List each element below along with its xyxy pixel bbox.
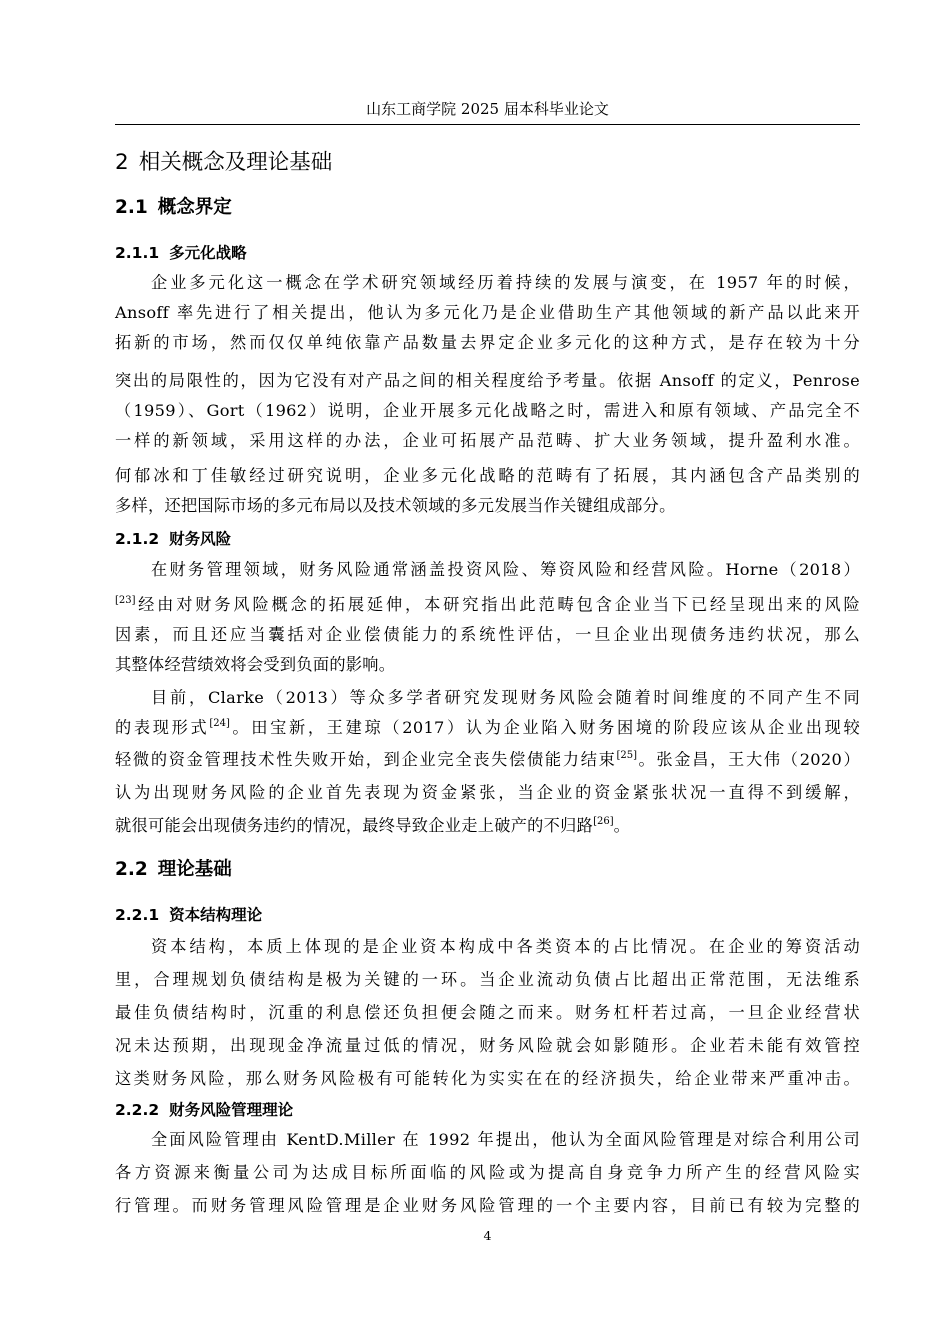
paragraph-line: 资本结构，本质上体现的是企业资本构成中各类资本的占比情况。在企业的筹资活动 — [151, 937, 860, 956]
paragraph-line — [115, 745, 860, 775]
section-number: 2.2 — [115, 859, 148, 880]
chapter-number: 2 — [115, 150, 129, 175]
page-number: 4 — [483, 1228, 492, 1243]
subsection-heading-2-2-1 — [115, 904, 262, 926]
section-heading-2-2 — [115, 857, 232, 883]
paragraph-line — [115, 590, 860, 620]
subsection-title: 财务风险 — [169, 530, 232, 548]
paragraph-line: 因素，而且还应当囊括对企业偿债能力的系统性评估，一旦企业出现债务违约状况，那么 — [115, 625, 860, 644]
chapter-title: 相关概念及理论基础 — [138, 150, 333, 175]
text-run: 。张金昌，王大伟（2020） — [637, 750, 860, 769]
section-heading-2-1 — [115, 195, 232, 221]
paragraph-line: 拓新的市场，然而仅仅单纯依靠产品数量去界定企业多元化的这种方式，是存在较为十分 — [115, 333, 860, 352]
paragraph-line: 突出的局限性的，因为它没有对产品之间的相关程度给予考量。依据 Ansoff 的定义，Penrose — [115, 371, 860, 390]
subsection-title: 资本结构理论 — [169, 906, 263, 924]
subsection-number: 2.2.1 — [115, 906, 160, 924]
paragraph-line: 里，合理规划负债结构是极为关键的一环。当企业流动负债占比超出正常范围，无法维系 — [115, 970, 860, 989]
section-number: 2.1 — [115, 197, 148, 218]
text-run: 。 — [613, 816, 631, 835]
text-run: 经由对财务风险概念的拓展延伸，本研究指出此范畴包含企业当下已经呈现出来的风险 — [135, 595, 860, 614]
subsection-number: 2.2.2 — [115, 1101, 160, 1119]
paragraph-line: 这类财务风险，那么财务风险极有可能转化为实实在在的经济损失，给企业带来严重冲击。 — [115, 1069, 860, 1088]
chapter-heading — [115, 148, 332, 178]
subsection-heading-2-1-1 — [115, 242, 247, 264]
subsection-heading-2-1-2 — [115, 528, 231, 550]
paragraph-line: 多样，还把国际市场的多元布局以及技术领域的多元发展当作关键组成部分。 — [115, 496, 676, 515]
section-title: 概念界定 — [157, 197, 232, 218]
subsection-heading-2-2-2 — [115, 1099, 293, 1121]
paragraph-line: 一样的新领域，采用这样的办法，企业可拓展产品范畴、扩大业务领域，提升盈利水准。 — [115, 431, 860, 450]
paragraph-line: 何郁冰和丁佳敏经过研究说明，企业多元化战略的范畴有了拓展，其内涵包含产品类别的 — [115, 466, 860, 485]
paragraph-line: 各方资源来衡量公司为达成目标所面临的风险或为提高自身竞争力所产生的经营风险实 — [115, 1163, 860, 1182]
paragraph-line — [115, 713, 860, 743]
subsection-title: 财务风险管理理论 — [169, 1101, 294, 1119]
section-title: 理论基础 — [157, 859, 232, 880]
subsection-number: 2.1.2 — [115, 530, 160, 548]
paragraph-line: 企业多元化这一概念在学术研究领域经历着持续的发展与演变，在 1957 年的时候， — [151, 273, 860, 292]
text-run: 的表现形式 — [115, 718, 210, 737]
text-run: 轻微的资金管理技术性失败开始，到企业完全丧失偿债能力结束 — [115, 750, 617, 769]
header-divider — [115, 124, 860, 125]
paragraph-line: 况未达预期，出现现金净流量过低的情况，财务风险就会如影随形。企业若未能有效管控 — [115, 1036, 860, 1055]
citation-ref: [24] — [209, 718, 230, 729]
subsection-number: 2.1.1 — [115, 244, 160, 262]
paragraph-line: 最佳负债结构时，沉重的利息偿还负担便会随之而来。财务杠杆若过高，一旦企业经营状 — [115, 1003, 860, 1022]
paragraph-line: 目前，Clarke（2013）等众多学者研究发现财务风险会随着时间维度的不同产生不同 — [151, 688, 860, 707]
subsection-title: 多元化战略 — [169, 244, 247, 262]
paragraph-line: （1959）、Gort（1962）说明，企业开展多元化战略之时，需进入和原有领域、产品完全不 — [115, 401, 860, 420]
citation-ref: [25] — [616, 750, 638, 761]
paragraph-line: 在财务管理领域，财务风险通常涵盖投资风险、筹资风险和经营风险。Horne（2018） — [151, 560, 860, 579]
running-header: 山东工商学院 2025 届本科毕业论文 — [366, 100, 609, 118]
paragraph-line: Ansoff 率先进行了相关提出，他认为多元化乃是企业借助生产其他领域的新产品以此来开 — [115, 303, 860, 322]
text-run: 就很可能会出现债务违约的情况，最终导致企业走上破产的不归路 — [115, 816, 594, 835]
paragraph-line — [115, 811, 860, 841]
paragraph-line: 其整体经营绩效将会受到负面的影响。 — [115, 655, 396, 674]
paragraph-line: 行管理。而财务管理风险管理是企业财务风险管理的一个主要内容，目前已有较为完整的 — [115, 1196, 860, 1215]
text-run: 。田宝新，王建琼（2017）认为企业陷入财务困境的阶段应该从企业出现较 — [229, 718, 860, 737]
citation-ref: [23] — [115, 595, 136, 606]
paragraph-line: 全面风险管理由 KentD.Miller 在 1992 年提出，他认为全面风险管理是对综合利用公司 — [151, 1130, 860, 1149]
paragraph-line: 认为出现财务风险的企业首先表现为资金紧张，当企业的资金紧张状况一直得不到缓解， — [115, 783, 860, 802]
citation-ref: [26] — [593, 816, 614, 827]
